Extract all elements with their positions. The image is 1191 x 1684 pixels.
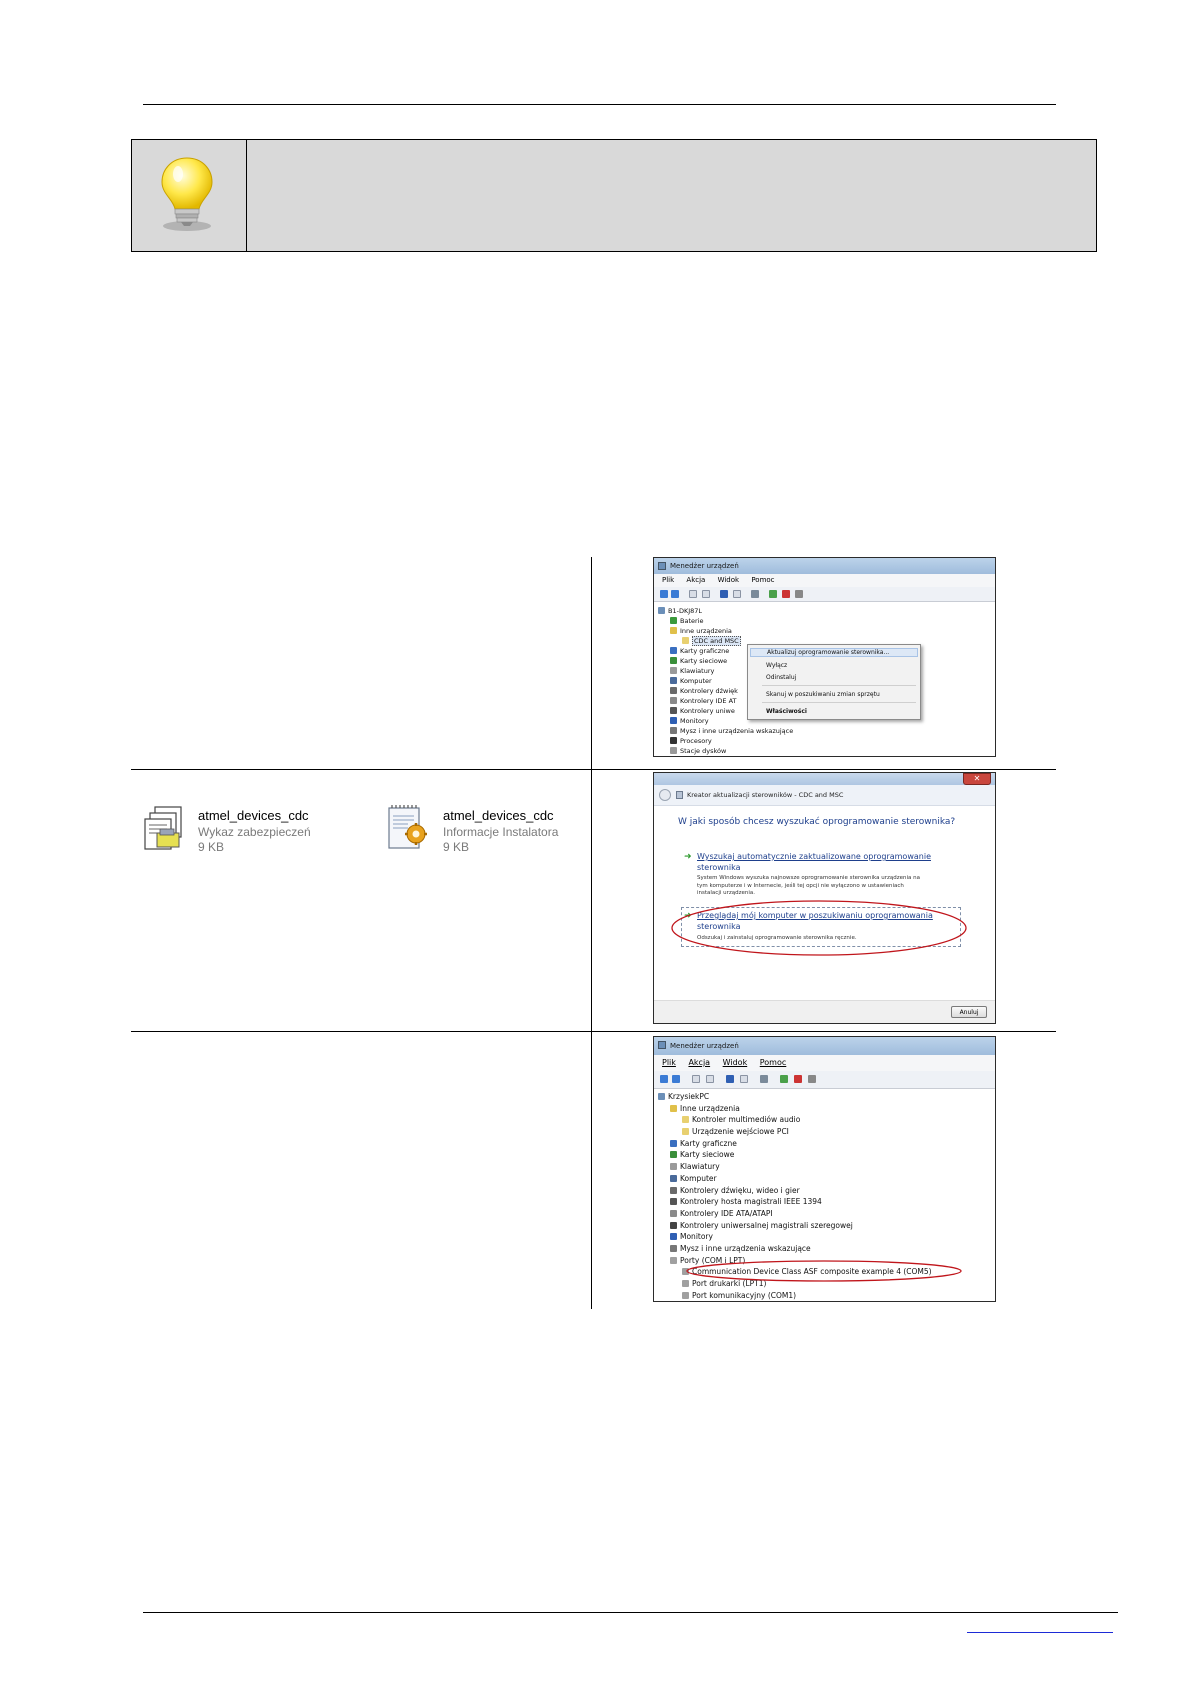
context-menu-properties[interactable]: Właściwości <box>766 708 807 715</box>
tree-item[interactable]: Klawiatury <box>658 1161 932 1173</box>
option-title-line: Wyszukaj automatycznie zaktualizowane oprogramowanie <box>697 852 931 861</box>
context-menu-uninstall[interactable]: Odinstaluj <box>766 674 797 681</box>
tree-item[interactable]: Karty graficzne <box>658 1138 932 1150</box>
uninstall-icon[interactable] <box>795 590 803 598</box>
wizard-title: Kreator aktualizacji sterowników - CDC and MSC <box>687 791 844 799</box>
disable-icon[interactable] <box>794 1075 802 1083</box>
tree-item[interactable]: Kontrolery uniwe <box>658 706 793 716</box>
search-automatically-option[interactable] <box>697 851 931 873</box>
footer-rule <box>143 1612 1118 1613</box>
option-title-line: Przeglądaj mój komputer w poszukiwaniu oprogramowania <box>697 911 933 920</box>
tree-item[interactable]: Mysz i inne urządzenia wskazujące <box>658 1243 932 1255</box>
back-arrow-icon[interactable] <box>659 789 671 801</box>
tree-item[interactable]: Kontrolery dźwięk <box>658 686 793 696</box>
uninstall-icon[interactable] <box>808 1075 816 1083</box>
tree-item[interactable]: Monitory <box>658 716 793 726</box>
tree-item[interactable]: B1-DKJ87L <box>658 606 793 616</box>
option-description: System Windows wyszuka najnowsze oprogramowanie sterownika urządzenia na tym komputerze i w Internecie, jeśli tej opcji nie wyłączono w ustawieniach instalacji urządzenia. <box>697 875 920 896</box>
tree-item[interactable]: Monitory <box>658 1231 932 1243</box>
device-manager-screenshot-2 <box>653 1036 996 1302</box>
window-titlebar <box>654 1037 995 1055</box>
help-icon[interactable] <box>720 590 728 598</box>
menu-widok[interactable]: Widok <box>722 1058 748 1067</box>
back-icon[interactable] <box>660 590 668 598</box>
menu-widok[interactable]: Widok <box>717 576 740 584</box>
tree-item[interactable]: Kontrolery IDE AT <box>658 696 793 706</box>
file-size: 9 KB <box>443 840 470 854</box>
green-arrow-icon: ➜ <box>684 911 692 921</box>
tip-box <box>131 139 1097 252</box>
menu-akcja[interactable]: Akcja <box>688 1058 711 1067</box>
menu-plik[interactable]: Plik <box>662 576 675 584</box>
file-type: Informacje Instalatora <box>443 825 559 839</box>
disable-icon[interactable] <box>782 590 790 598</box>
properties-icon[interactable] <box>692 1075 700 1083</box>
menu-plik[interactable]: Plik <box>662 1058 676 1067</box>
option-title-line: sterownika <box>697 922 741 931</box>
context-menu-separator <box>762 685 916 686</box>
tree-item[interactable]: Kontrolery IDE ATA/ATAPI <box>658 1208 932 1220</box>
tree-item[interactable]: Inne urządzenia <box>658 626 793 636</box>
menu-bar <box>654 1055 995 1071</box>
toolbar <box>654 587 995 602</box>
file-size: 9 KB <box>198 840 225 854</box>
window-title: Menedżer urządzeń <box>670 562 739 570</box>
tip-box-divider <box>246 140 247 251</box>
tree-item-com-port[interactable]: Communication Device Class ASF composite example 4 (COM5) <box>658 1266 932 1278</box>
tree-item[interactable]: Procesory <box>658 736 793 746</box>
tree-item[interactable]: Kontrolery hosta magistrali IEEE 1394 <box>658 1196 932 1208</box>
highlight-oval <box>668 897 970 959</box>
device-manager-icon <box>658 1041 666 1049</box>
device-manager-icon <box>658 562 666 570</box>
file-name[interactable]: atmel_devices_cdc <box>198 808 309 823</box>
list-icon[interactable] <box>740 1075 748 1083</box>
setup-information-icon <box>386 803 430 851</box>
tree-item[interactable]: KrzysiekPC <box>658 1091 932 1103</box>
green-arrow-icon: ➜ <box>684 852 692 862</box>
tree-item[interactable]: Karty sieciowe <box>658 1149 932 1161</box>
driver-wizard-screenshot <box>653 772 996 1024</box>
highlight-oval <box>684 1259 964 1283</box>
wizard-frame <box>654 773 995 785</box>
table-column-divider <box>591 557 592 1309</box>
close-button[interactable]: ✕ <box>963 773 991 785</box>
list-icon[interactable] <box>733 590 741 598</box>
tree-item[interactable]: Karty sieciowe <box>658 656 793 666</box>
tree-item[interactable]: Baterie <box>658 616 793 626</box>
update-driver-icon[interactable] <box>769 590 777 598</box>
tree-item[interactable]: Porty (COM i LPT) <box>658 1255 932 1267</box>
menu-akcja[interactable]: Akcja <box>686 576 706 584</box>
tree-item[interactable]: Kontrolery uniwersalnej magistrali szeregowej <box>658 1220 932 1232</box>
view-icon[interactable] <box>702 590 710 598</box>
tree-item[interactable]: Stacje dysków <box>658 746 793 756</box>
tree-item[interactable]: Kontrolery dźwięku, wideo i gier <box>658 1185 932 1197</box>
forward-icon[interactable] <box>671 590 679 598</box>
tree-item[interactable]: Port drukarki (LPT1) <box>658 1278 932 1290</box>
wizard-app-icon <box>676 791 683 799</box>
option-description: Odszukaj i zainstaluj oprogramowanie sterownika ręcznie. <box>697 935 857 941</box>
scan-hardware-icon[interactable] <box>760 1075 768 1083</box>
tree-item[interactable]: Kontroler multimediów audio <box>658 1114 932 1126</box>
tree-item[interactable]: Inne urządzenia <box>658 1103 932 1115</box>
wizard-footer <box>654 1000 995 1023</box>
tree-item[interactable]: Komputer <box>658 676 793 686</box>
toolbar <box>654 1071 995 1089</box>
help-icon[interactable] <box>726 1075 734 1083</box>
context-menu-disable[interactable]: Wyłącz <box>766 662 788 669</box>
update-driver-icon[interactable] <box>780 1075 788 1083</box>
footer-link[interactable] <box>967 1632 1113 1633</box>
context-menu <box>747 644 921 720</box>
tree-item[interactable]: Karty graficzne <box>658 646 793 656</box>
security-catalog-icon <box>143 805 187 853</box>
lightbulb-icon <box>154 154 220 234</box>
context-menu-separator <box>762 702 916 703</box>
back-icon[interactable] <box>660 1075 668 1083</box>
tree-item[interactable]: Urządzenie wejściowe PCI <box>658 1126 932 1138</box>
tree-item[interactable]: Klawiatury <box>658 666 793 676</box>
properties-icon[interactable] <box>689 590 697 598</box>
table-row-divider-1 <box>131 769 1056 770</box>
device-manager-screenshot-1 <box>653 557 996 757</box>
option-title-line: sterownika <box>697 863 741 872</box>
table-row-divider-2 <box>131 1031 1056 1032</box>
tree-item[interactable]: Mysz i inne urządzenia wskazujące <box>658 726 793 736</box>
header-rule <box>143 104 1056 105</box>
tree-item-selected[interactable]: CDC and MSC <box>658 636 793 646</box>
window-titlebar <box>654 558 995 574</box>
file-type: Wykaz zabezpieczeń <box>198 825 311 839</box>
wizard-question: W jaki sposób chcesz wyszukać oprogramowanie sterownika? <box>678 817 956 827</box>
tree-item[interactable]: Komputer <box>658 1173 932 1185</box>
context-menu-update-driver[interactable]: Aktualizuj oprogramowanie sterownika... <box>750 648 918 657</box>
context-menu-scan[interactable]: Skanuj w poszukiwaniu zmian sprzętu <box>766 691 880 698</box>
scan-hardware-icon[interactable] <box>751 590 759 598</box>
menu-pomoc[interactable]: Pomoc <box>751 576 775 584</box>
view-icon[interactable] <box>706 1075 714 1083</box>
forward-icon[interactable] <box>672 1075 680 1083</box>
menu-pomoc[interactable]: Pomoc <box>759 1058 787 1067</box>
tree-item[interactable]: Port komunikacyjny (COM1) <box>658 1290 932 1302</box>
menu-bar <box>654 574 995 587</box>
cancel-button[interactable]: Anuluj <box>951 1006 987 1018</box>
file-name[interactable]: atmel_devices_cdc <box>443 808 554 823</box>
window-title: Menedżer urządzeń <box>670 1042 739 1050</box>
